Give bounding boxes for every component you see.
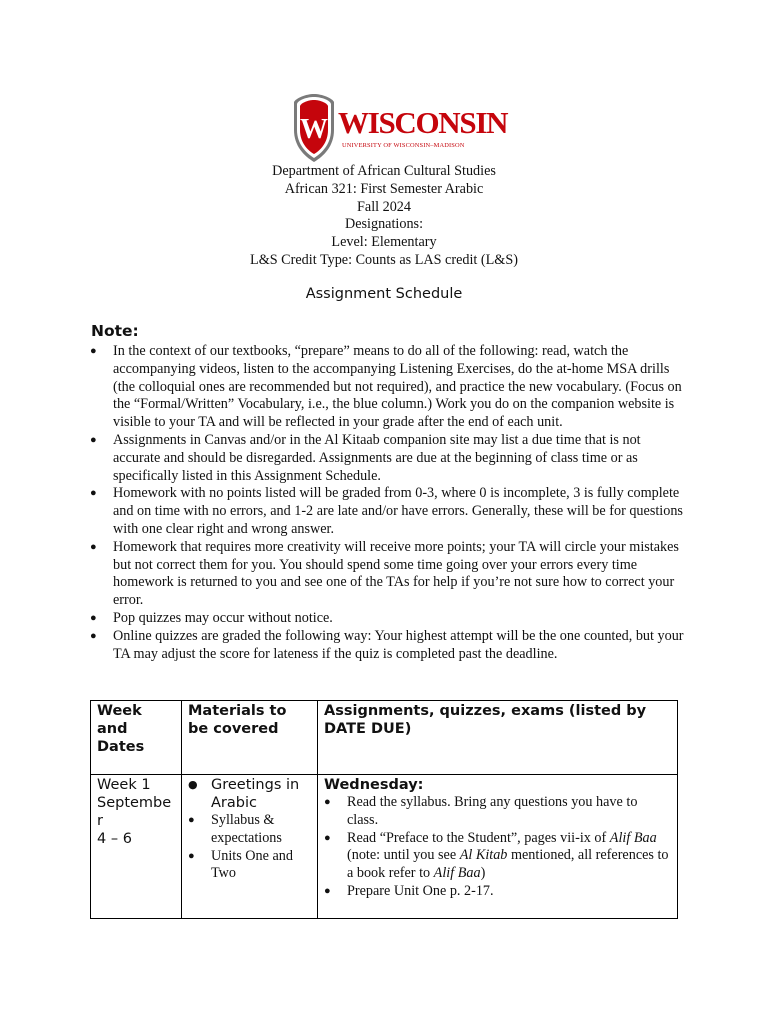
day-heading: Wednesday:: [324, 777, 424, 793]
bullet-icon: ●: [188, 778, 198, 791]
materials-cell: [182, 775, 318, 919]
page-title: Assignment Schedule: [305, 286, 463, 302]
header-materials: Materials to be covered: [182, 701, 318, 775]
list-item: ● Homework with no points listed will be graded from 0-3, where 0 is incomplete, 3 is fully complete and on time with no errors, and 1-2 are late and/or have errors. Generally, these will be for questions with one clear right and wrong answer.: [90, 485, 683, 537]
bullet-icon: ●: [90, 487, 97, 500]
table-header-row: [91, 701, 678, 775]
course-line: African 321: First Semester Arabic: [284, 180, 484, 197]
week-cell: [91, 775, 182, 919]
university-logo: [292, 92, 508, 164]
week-label: Week 1: [97, 777, 151, 793]
table-row: [91, 775, 678, 919]
designations-line: Designations:: [344, 216, 424, 233]
bullet-icon: ●: [188, 814, 195, 826]
bullet-icon: ●: [188, 849, 195, 862]
bullet-icon: ●: [324, 831, 331, 844]
list-item: ● Units One and Two: [188, 847, 293, 882]
week-dates: 4 – 6: [97, 831, 132, 847]
week-month: September: [97, 795, 172, 829]
list-item: ● Greetings in Arabic: [188, 777, 300, 811]
note-label: Note:: [91, 322, 139, 340]
book-title: Alif Baa: [433, 865, 481, 882]
list-item: ● Read “Preface to the Student”, pages vii-ix of Alif Baa (note: until you see Al Kitab mentioned, all references to a book refer to Alif Baa): [324, 829, 669, 882]
bullet-icon: ●: [90, 540, 97, 553]
list-item: ● Online quizzes are graded the following way: Your highest attempt will be the one counted, but your TA may adjust the score for lateness if the quiz is completed past the deadline.: [90, 627, 684, 662]
list-item: ● Prepare Unit One p. 2-17.: [324, 882, 494, 899]
crest-icon: [292, 92, 336, 164]
notes-list: [90, 343, 690, 663]
assignments-cell: [318, 775, 678, 919]
bullet-icon: ●: [90, 345, 97, 357]
header-week-dates: Week and Dates: [91, 701, 182, 775]
bullet-icon: ●: [90, 611, 97, 624]
book-title: Alif Baa: [609, 829, 657, 846]
logo-subtitle: UNIVERSITY OF WISCONSIN–MADISON: [342, 142, 465, 149]
bullet-icon: ●: [324, 796, 331, 808]
level-line: Level: Elementary: [331, 234, 437, 251]
list-item: ● Pop quizzes may occur without notice.: [90, 609, 333, 626]
bullet-icon: ●: [90, 629, 97, 642]
list-item: ● Read the syllabus. Bring any questions you have to class.: [324, 794, 638, 828]
logo-wordmark: WISCONSIN: [338, 105, 508, 140]
header-assignments: Assignments, quizzes, exams (listed by DATE DUE): [318, 701, 678, 775]
list-item: ● Assignments in Canvas and/or in the Al Kitaab companion site may list a due time that is not accurate and should be disregarded. Assignments are due at the beginning of class time or as specifically listed in this Assignment Schedule.: [90, 431, 641, 484]
bullet-icon: ●: [90, 433, 97, 446]
list-item: ● Homework that requires more creativity will receive more points; your TA will circle your mistakes but not correct them for you. You should spend some time going over your errors every time homework is returned to you and see one of the TAs for help if you’re not sure how to correct your error.: [90, 538, 679, 609]
book-title: Al Kitab: [459, 847, 508, 864]
crest-letter: W: [300, 114, 328, 145]
term-line: Fall 2024: [357, 198, 411, 215]
list-item: ● In the context of our textbooks, “prepare” means to do all of the following: read, watch the accompanying videos, listen to the accompanying Listening Exercises, do the at-home MSA drills (the colloquial ones are recommended but not required), and practice the new vocabulary. (Focus on the “Formal/Written” Vocabulary, i.e., the blue column.) Work you do on the companion website is visible to your TA and will be reflected in your grade after the end of each unit.: [90, 343, 682, 431]
credit-type-line: L&S Credit Type: Counts as LAS credit (L&S): [250, 251, 518, 268]
department-line: Department of African Cultural Studies: [272, 163, 496, 179]
list-item: ● Syllabus & expectations: [188, 812, 282, 846]
schedule-table: [90, 700, 678, 919]
course-header: [0, 163, 768, 270]
bullet-icon: ●: [324, 884, 331, 897]
